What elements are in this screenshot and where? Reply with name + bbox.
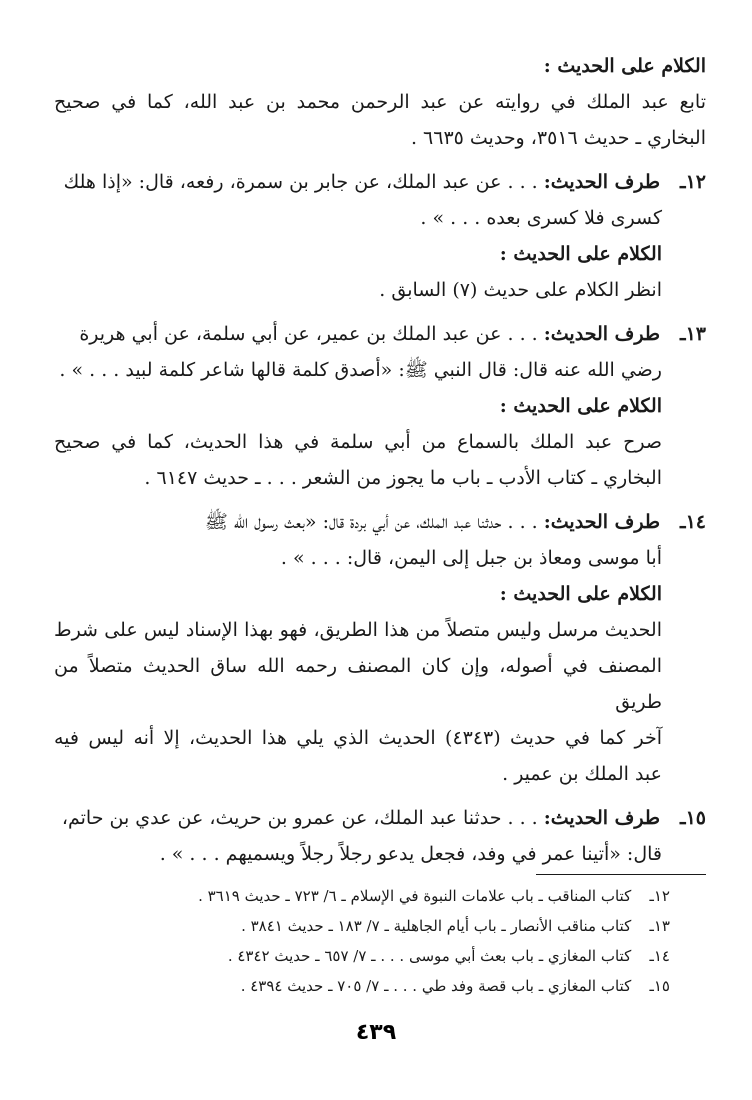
footnote-number: ١٢ـ (649, 887, 670, 905)
page-body (54, 48, 706, 872)
hadith-entry-15 (54, 800, 706, 836)
entry-number: ١٤ـ (680, 511, 706, 533)
entry-lead: طرف الحديث: (543, 171, 660, 193)
footnote-number: ١٤ـ (649, 947, 670, 965)
footnote-number: ١٣ـ (649, 917, 670, 935)
entry-text: . . . حدثنا عبد الملك، عن أبي بردة قال: «بعث رسول الله ﷺ (204, 511, 538, 533)
entry-lead: طرف الحديث: (543, 511, 660, 533)
footnote (54, 971, 706, 1001)
hadith-entry-13 (54, 316, 706, 352)
body-line: قال: «أتينا عمر في وفد، فجعل يدعو رجلاً رجلاً ويسميهم . . . » . (159, 843, 662, 865)
body-line: تابع عبد الملك في روايته عن عبد الرحمن محمد بن عبد الله، كما في صحيح (54, 91, 706, 113)
footnote (54, 941, 706, 971)
footnote-divider (536, 874, 706, 875)
footnote (54, 881, 706, 911)
section-heading: الكلام على الحديث : (543, 55, 706, 77)
hadith-entry-12 (54, 164, 706, 200)
body-line: أبا موسى ومعاذ بن جبل إلى اليمن، قال: . . . » . (280, 547, 662, 569)
body-line: آخر كما في حديث (٤٣٤٣) الحديث الذي يلي هذا الحديث، إلا أنه ليس فيه (54, 727, 662, 749)
body-line: رضي الله عنه قال: قال النبي ﷺ: «أصدق كلمة قالها شاعر كلمة لبيد . . . » . (59, 359, 662, 381)
body-line: انظر الكلام على حديث (٧) السابق . (379, 279, 662, 301)
entry-text: . . . عن عبد الملك، عن جابر بن سمرة، رفعه، قال: «إذا هلك (63, 171, 538, 193)
body-line: صرح عبد الملك بالسماع من أبي سلمة في هذا الحديث، كما في صحيح (54, 431, 662, 453)
footnote-number: ١٥ـ (649, 977, 670, 995)
footnote-text: كتاب مناقب الأنصار ـ باب أيام الجاهلية ـ ٧/ ١٨٣ ـ حديث ٣٨٤١ . (241, 917, 632, 935)
entry-number: ١٥ـ (680, 807, 706, 829)
footnote-text: كتاب المناقب ـ باب علامات النبوة في الإسلام ـ ٦/ ٧٢٣ ـ حديث ٣٦١٩ . (198, 887, 632, 905)
section-heading: الكلام على الحديث : (499, 395, 662, 417)
section-heading: الكلام على الحديث : (499, 243, 662, 265)
page-number: ٤٣٩ (355, 1020, 397, 1045)
body-line: الحديث مرسل وليس متصلاً من هذا الطريق، فهو بهذا الإسناد ليس على شرط (54, 619, 662, 641)
entry-number: ١٢ـ (680, 171, 706, 193)
footnote-text: كتاب المغازي ـ باب بعث أبي موسى . . . ـ ٧/ ٦٥٧ ـ حديث ٤٣٤٢ . (227, 947, 632, 965)
footnotes (54, 874, 706, 1001)
footnote (54, 911, 706, 941)
entry-number: ١٣ـ (680, 323, 706, 345)
section-heading: الكلام على الحديث : (499, 583, 662, 605)
body-line: البخاري ـ حديث ٣٥١٦، وحديث ٦٦٣٥ . (410, 127, 706, 149)
entry-text: . . . حدثنا عبد الملك، عن عمرو بن حريث، عن عدي بن حاتم، (61, 807, 538, 829)
entry-lead: طرف الحديث: (543, 323, 660, 345)
entry-text: . . . عن عبد الملك بن عمير، عن أبي سلمة، عن أبي هريرة (79, 323, 538, 345)
body-line: المصنف في أصوله، وإن كان المصنف رحمه الله ساق الحديث متصلاً من طريق (54, 655, 662, 713)
entry-lead: طرف الحديث: (543, 807, 660, 829)
footnote-text: كتاب المغازي ـ باب قصة وفد طي . . . ـ ٧/ ٧٠٥ ـ حديث ٤٣٩٤ . (240, 977, 632, 995)
hadith-entry-14 (54, 504, 706, 540)
body-line: كسرى فلا كسرى بعده . . . » . (420, 207, 662, 229)
body-line: البخاري ـ كتاب الأدب ـ باب ما يجوز من الشعر . . . ـ حديث ٦١٤٧ . (144, 467, 662, 489)
body-line: عبد الملك بن عمير . (502, 763, 662, 785)
